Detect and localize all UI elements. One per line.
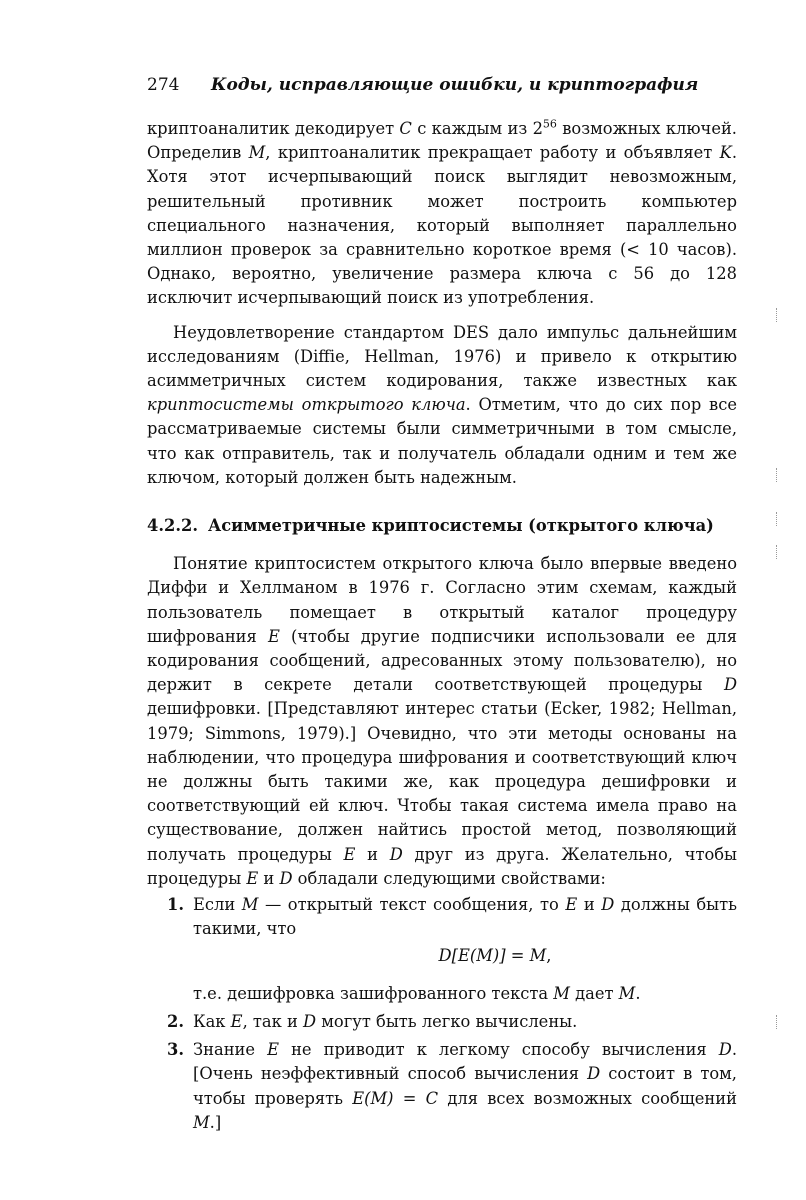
page-body: [147, 117, 737, 1139]
paragraph-3: Понятие криптосистем открытого ключа было впервые введено Диффи и Хеллманом в 1976 г. Согласно этим схемам, каждый пользователь помещает в открытый каталог процедуру шифрования E (чтобы другие подписчики использовали ее для кодирования сообщений, адресованных этому пользователю), но держит в секрете детали соответствующей процедуры D дешифровки. [Представляют интерес статьи (Ecker, 1982; Hellman, 1979; Simmons, 1979).] Очевидно, что эти методы основаны на наблюдении, что процедура шифрования и соответствующий ключ не должны быть такими же, как процедура дешифровки и соответствующий ей ключ. Чтобы такая система имела право на существование, должен найтись простой метод, позволяющий получать процедуры E и D друг из друга. Желательно, чтобы процедуры E и D обладали следующими свойствами:: [147, 554, 738, 888]
scan-margin-mark: [776, 468, 780, 482]
section-title: Асимметричные криптосистемы (открытого ключа): [208, 516, 714, 536]
list-item: 1. Если M — открытый текст сообщения, то E и D должны быть такими, что D[E(M)] = M, т.е. дешифровка зашифрованного текста M дает M.: [167, 895, 737, 1003]
scan-margin-mark: [776, 308, 780, 322]
paragraph-1: криптоаналитик декодирует C с каждым из $2^{56}$ возможных ключей. Определив M, криптоаналитик прекращает работу и объявляет K. Хотя этот исчерпывающий поиск выглядит невозможным, решительный противник может построить компьютер специального назначения, который выполняет параллельно миллион проверок за сравнительно короткое время (< 10 часов). Однако, вероятно, увеличение размера ключа с 56 до 128 исключит исчерпывающий поиск из употребления.: [147, 117, 738, 308]
formula: D[E(M)] = M,: [438, 945, 552, 965]
list-number: 2.: [167, 1011, 184, 1031]
scan-margin-mark: [776, 1015, 780, 1029]
list-item: 3. Знание E не приводит к легкому способу вычисления D. [Очень неэффективный способ вычисления D состоит в том, чтобы проверять E(M) = C для всех возможных сообщений M.]: [167, 1040, 738, 1132]
list-item: 2. Как E, так и D могут быть легко вычислены.: [147, 1010, 737, 1034]
properties-list: [147, 893, 737, 1135]
paragraph-2: Неудовлетворение стандартом DES дало импульс дальнейшим исследованиям (Diffie, Hellman, 1976) и привело к открытию асимметричных систем кодирования, также известных как криптосистемы открытого ключа. Отметим, что до сих пор все рассматриваемые системы были симметричными в том смысле, что как отправитель, так и получатель обладали одним и тем же ключом, который должен быть надежным.: [147, 322, 737, 487]
section-number: 4.2.2.: [147, 516, 198, 536]
scan-margin-mark: [776, 545, 780, 559]
section-heading: [147, 514, 737, 538]
list-number: 3.: [167, 1040, 184, 1060]
page-number: 274: [147, 75, 180, 95]
running-header: [147, 74, 747, 96]
running-title: Коды, исправляющие ошибки, и криптография: [211, 75, 699, 95]
list-number: 1.: [167, 895, 184, 915]
scan-margin-mark: [776, 512, 780, 526]
